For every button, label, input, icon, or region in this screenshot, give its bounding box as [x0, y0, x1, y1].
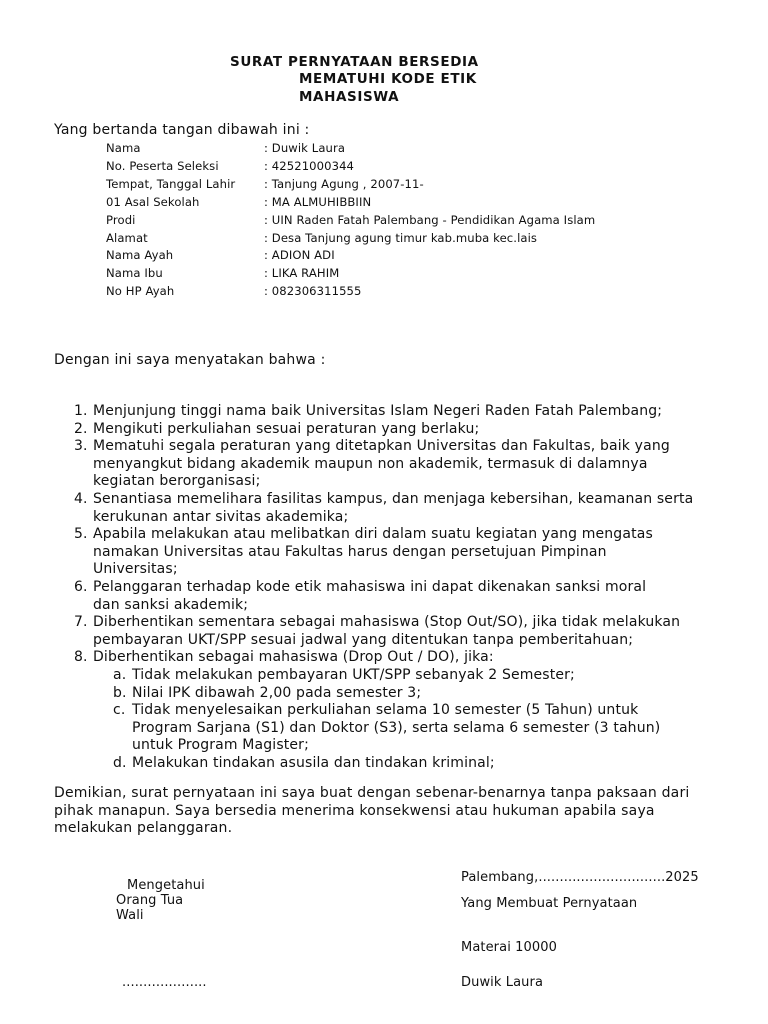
identity-value: : 082306311555: [264, 284, 362, 299]
statement-text: namakan Universitas atau Fakultas harus dengan persetujuan Pimpinan: [93, 543, 607, 560]
identity-label: Tempat, Tanggal Lahir: [106, 176, 236, 191]
statement-text: kegiatan berorganisasi;: [93, 473, 261, 490]
statement-number: 5.: [74, 526, 88, 543]
closing-line-2: pihak manapun. Saya bersedia menerima konsekwensi atau hukuman apabila saya: [54, 803, 655, 819]
identity-label: Nama Ayah: [106, 248, 174, 263]
statement-text: pembayaran UKT/SPP sesuai jadwal yang ditentukan tanpa pemberitahuan;: [93, 631, 634, 648]
statement-text: Mematuhi segala peraturan yang ditetapkan Universitas dan Fakultas, baik yang: [93, 438, 670, 455]
sign-maker-name: Duwik Laura: [461, 975, 544, 990]
statement-number: 1.: [74, 403, 88, 419]
identity-label: 01 Asal Sekolah: [106, 194, 200, 209]
declaration-intro: Dengan ini saya menyatakan bahwa :: [54, 352, 326, 368]
sign-stamp-label: Materai 10000: [461, 940, 557, 955]
statement-text: dan sanksi akademik;: [93, 596, 249, 613]
title-line-3: MAHASISWA: [299, 89, 400, 105]
identity-label: Alamat: [106, 230, 148, 245]
identity-value: : Tanjung Agung , 2007-11-: [264, 176, 424, 191]
sub-statement-letter: d.: [113, 755, 127, 771]
identity-value: : Desa Tanjung agung timur kab.muba kec.lais: [264, 230, 538, 245]
sign-maker-label: Yang Membuat Pernyataan: [461, 896, 638, 911]
identity-value: : 42521000344: [264, 158, 355, 173]
statement-text: Universitas;: [93, 561, 178, 578]
identity-label: Prodi: [106, 212, 136, 227]
statement-text: Diberhentikan sebagai mahasiswa (Drop Out / DO), jika:: [93, 649, 494, 666]
identity-label: No HP Ayah: [106, 284, 175, 299]
statement-text: Mengikuti perkuliahan sesuai peraturan yang berlaku;: [93, 420, 480, 437]
identity-value: : ADION ADI: [264, 248, 335, 263]
statement-text: Diberhentikan sementara sebagai mahasiswa (Stop Out/SO), jika tidak melakukan: [93, 614, 681, 631]
identity-label: Nama Ibu: [106, 266, 163, 281]
identity-value: : UIN Raden Fatah Palembang - Pendidikan Agama Islam: [264, 212, 596, 227]
sign-place-date: Palembang,..............................2025: [461, 870, 699, 885]
statement-text: kerukunan antar sivitas akademika;: [93, 508, 349, 525]
sub-statement-text: Melakukan tindakan asusila dan tindakan kriminal;: [132, 755, 495, 771]
title-line-1: SURAT PERNYATAAN BERSEDIA: [230, 54, 479, 70]
sub-statement-text: Tidak melakukan pembayaran UKT/SPP sebanyak 2 Semester;: [132, 667, 575, 683]
statement-number: 7.: [74, 614, 88, 631]
identity-value: : LIKA RAHIM: [264, 266, 340, 281]
statement-number: 4.: [74, 491, 88, 507]
sub-statement-text: Program Sarjana (S1) dan Doktor (S3), serta selama 6 semester (3 tahun): [132, 719, 661, 736]
statement-text: Menjunjung tinggi nama baik Universitas Islam Negeri Raden Fatah Palembang;: [93, 403, 663, 419]
title-line-2: MEMATUHI KODE ETIK: [299, 71, 477, 87]
sign-left-orang-tua: Orang Tua: [116, 893, 184, 908]
statement-number: 6.: [74, 579, 88, 595]
sub-statement-letter: b.: [113, 684, 127, 701]
sub-statement-text: untuk Program Magister;: [132, 737, 309, 754]
statement-text: Apabila melakukan atau melibatkan diri dalam suatu kegiatan yang mengatas: [93, 526, 653, 543]
identity-value: : Duwik Laura: [264, 141, 346, 155]
identity-label: Nama: [106, 141, 141, 155]
statement-text: menyangkut bidang akademik maupun non akademik, termasuk di dalamnya: [93, 455, 648, 472]
statement-number: 8.: [74, 649, 88, 666]
statement-text: Senantiasa memelihara fasilitas kampus, dan menjaga kebersihan, keamanan serta: [93, 491, 694, 507]
closing-line-1: Demikian, surat pernyataan ini saya buat dengan sebenar-benarnya tanpa paksaan dari: [54, 785, 690, 801]
intro-text: Yang bertanda tangan dibawah ini :: [54, 122, 310, 138]
sign-left-wali: Wali: [116, 908, 144, 923]
closing-line-3: melakukan pelanggaran.: [54, 820, 233, 836]
statement-text: Pelanggaran terhadap kode etik mahasiswa ini dapat dikenakan sanksi moral: [93, 579, 647, 595]
sign-left-mengetahui: Mengetahui: [127, 878, 205, 893]
sub-statement-text: Tidak menyelesaikan perkuliahan selama 10 semester (5 Tahun) untuk: [132, 702, 639, 719]
sign-left-dots: ....................: [122, 975, 207, 990]
identity-value: : MA ALMUHIBBIIN: [264, 194, 372, 209]
sub-statement-letter: c.: [113, 702, 126, 719]
statement-number: 3.: [74, 438, 88, 455]
identity-label: No. Peserta Seleksi: [106, 158, 219, 173]
sub-statement-text: Nilai IPK dibawah 2,00 pada semester 3;: [132, 684, 422, 701]
statement-number: 2.: [74, 420, 88, 437]
sub-statement-letter: a.: [113, 667, 127, 683]
